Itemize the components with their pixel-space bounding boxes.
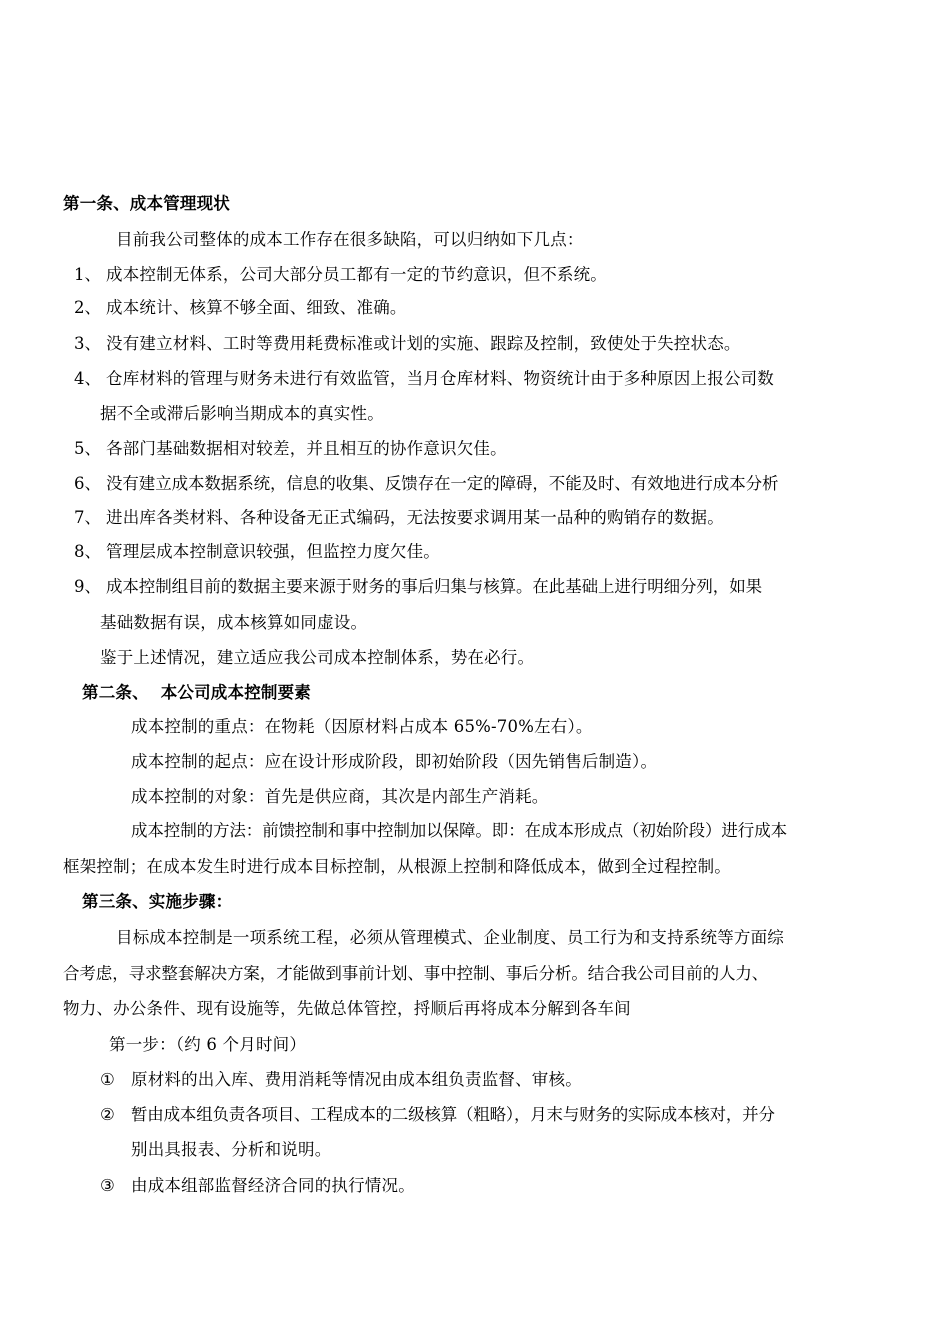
item-5-text: 各部门基础数据相对较差，并且相互的协作意识欠佳。 xyxy=(106,439,507,458)
substep-2-number: ② xyxy=(100,1105,115,1124)
control-start: 成本控制的起点：应在设计形成阶段，即初始阶段（因先销售后制造）。 xyxy=(131,752,658,771)
item-2-number: 2、 xyxy=(74,298,101,317)
section-1-conclusion: 鉴于上述情况，建立适应我公司成本控制体系，势在必行。 xyxy=(100,648,535,667)
item-6-number: 6、 xyxy=(74,474,101,493)
section-3-paragraph-line-3: 物力、办公条件、现有设施等，先做总体管控，捋顺后再将成本分解到各车间 xyxy=(63,999,631,1018)
control-method-line-1: 成本控制的方法：前馈控制和事中控制加以保障。即：在成本形成点（初始阶段）进行成本 xyxy=(131,821,788,840)
item-4-text-continued: 据不全或滞后影响当期成本的真实性。 xyxy=(100,404,384,423)
section-3-heading: 第三条、实施步骤： xyxy=(82,892,233,911)
section-2-heading: 第二条、 本公司成本控制要素 xyxy=(82,683,311,702)
control-object: 成本控制的对象：首先是供应商，其次是内部生产消耗。 xyxy=(131,787,549,806)
substep-2-text-continued: 别出具报表、分析和说明。 xyxy=(131,1140,332,1159)
control-focus: 成本控制的重点：在物耗（因原材料占成本 65%-70%左右）。 xyxy=(131,717,593,736)
item-4-number: 4、 xyxy=(74,369,101,388)
item-2-text: 成本统计、核算不够全面、细致、准确。 xyxy=(106,298,407,317)
item-4-text: 仓库材料的管理与财务未进行有效监管，当月仓库材料、物资统计由于多种原因上报公司数 xyxy=(106,369,774,388)
section-3-paragraph-line-1: 目标成本控制是一项系统工程，必须从管理模式、企业制度、员工行为和支持系统等方面综 xyxy=(116,928,784,947)
item-6-text: 没有建立成本数据系统，信息的收集、反馈存在一定的障碍，不能及时、有效地进行成本分析 xyxy=(106,474,779,493)
step-1-title: 第一步：（约 6 个月时间） xyxy=(109,1035,307,1054)
item-9-text-continued: 基础数据有误，成本核算如同虚设。 xyxy=(100,613,368,632)
item-3-number: 3、 xyxy=(74,334,101,353)
section-1-intro: 目前我公司整体的成本工作存在很多缺陷，可以归纳如下几点： xyxy=(116,230,584,249)
item-8-text: 管理层成本控制意识较强，但监控力度欠佳。 xyxy=(106,542,440,561)
item-1-text: 成本控制无体系，公司大部分员工都有一定的节约意识，但不系统。 xyxy=(106,265,607,284)
item-9-number: 9、 xyxy=(74,577,101,596)
section-3-paragraph-line-2: 合考虑，寻求整套解决方案，才能做到事前计划、事中控制、事后分析。结合我公司目前的人力、 xyxy=(63,964,769,983)
item-5-number: 5、 xyxy=(74,439,101,458)
substep-3-text: 由成本组部监督经济合同的执行情况。 xyxy=(131,1176,415,1195)
substep-3-number: ③ xyxy=(100,1176,115,1195)
item-3-text: 没有建立材料、工时等费用耗费标准或计划的实施、跟踪及控制，致使处于失控状态。 xyxy=(106,334,741,353)
item-1-number: 1、 xyxy=(74,265,101,284)
section-1-heading: 第一条、成本管理现状 xyxy=(63,194,230,213)
substep-1-number: ① xyxy=(100,1070,115,1089)
substep-2-text: 暂由成本组负责各项目、工程成本的二级核算（粗略），月末与财务的实际成本核对，并分 xyxy=(131,1105,775,1124)
item-7-number: 7、 xyxy=(74,508,101,527)
item-8-number: 8、 xyxy=(74,542,101,561)
item-7-text: 进出库各类材料、各种设备无正式编码，无法按要求调用某一品种的购销存的数据。 xyxy=(106,508,724,527)
control-method-line-2: 框架控制；在成本发生时进行成本目标控制，从根源上控制和降低成本，做到全过程控制。 xyxy=(63,857,731,876)
item-9-text: 成本控制组目前的数据主要来源于财务的事后归集与核算。在此基础上进行明细分列，如果 xyxy=(106,577,763,596)
substep-1-text: 原材料的出入库、费用消耗等情况由成本组负责监督、审核。 xyxy=(131,1070,582,1089)
